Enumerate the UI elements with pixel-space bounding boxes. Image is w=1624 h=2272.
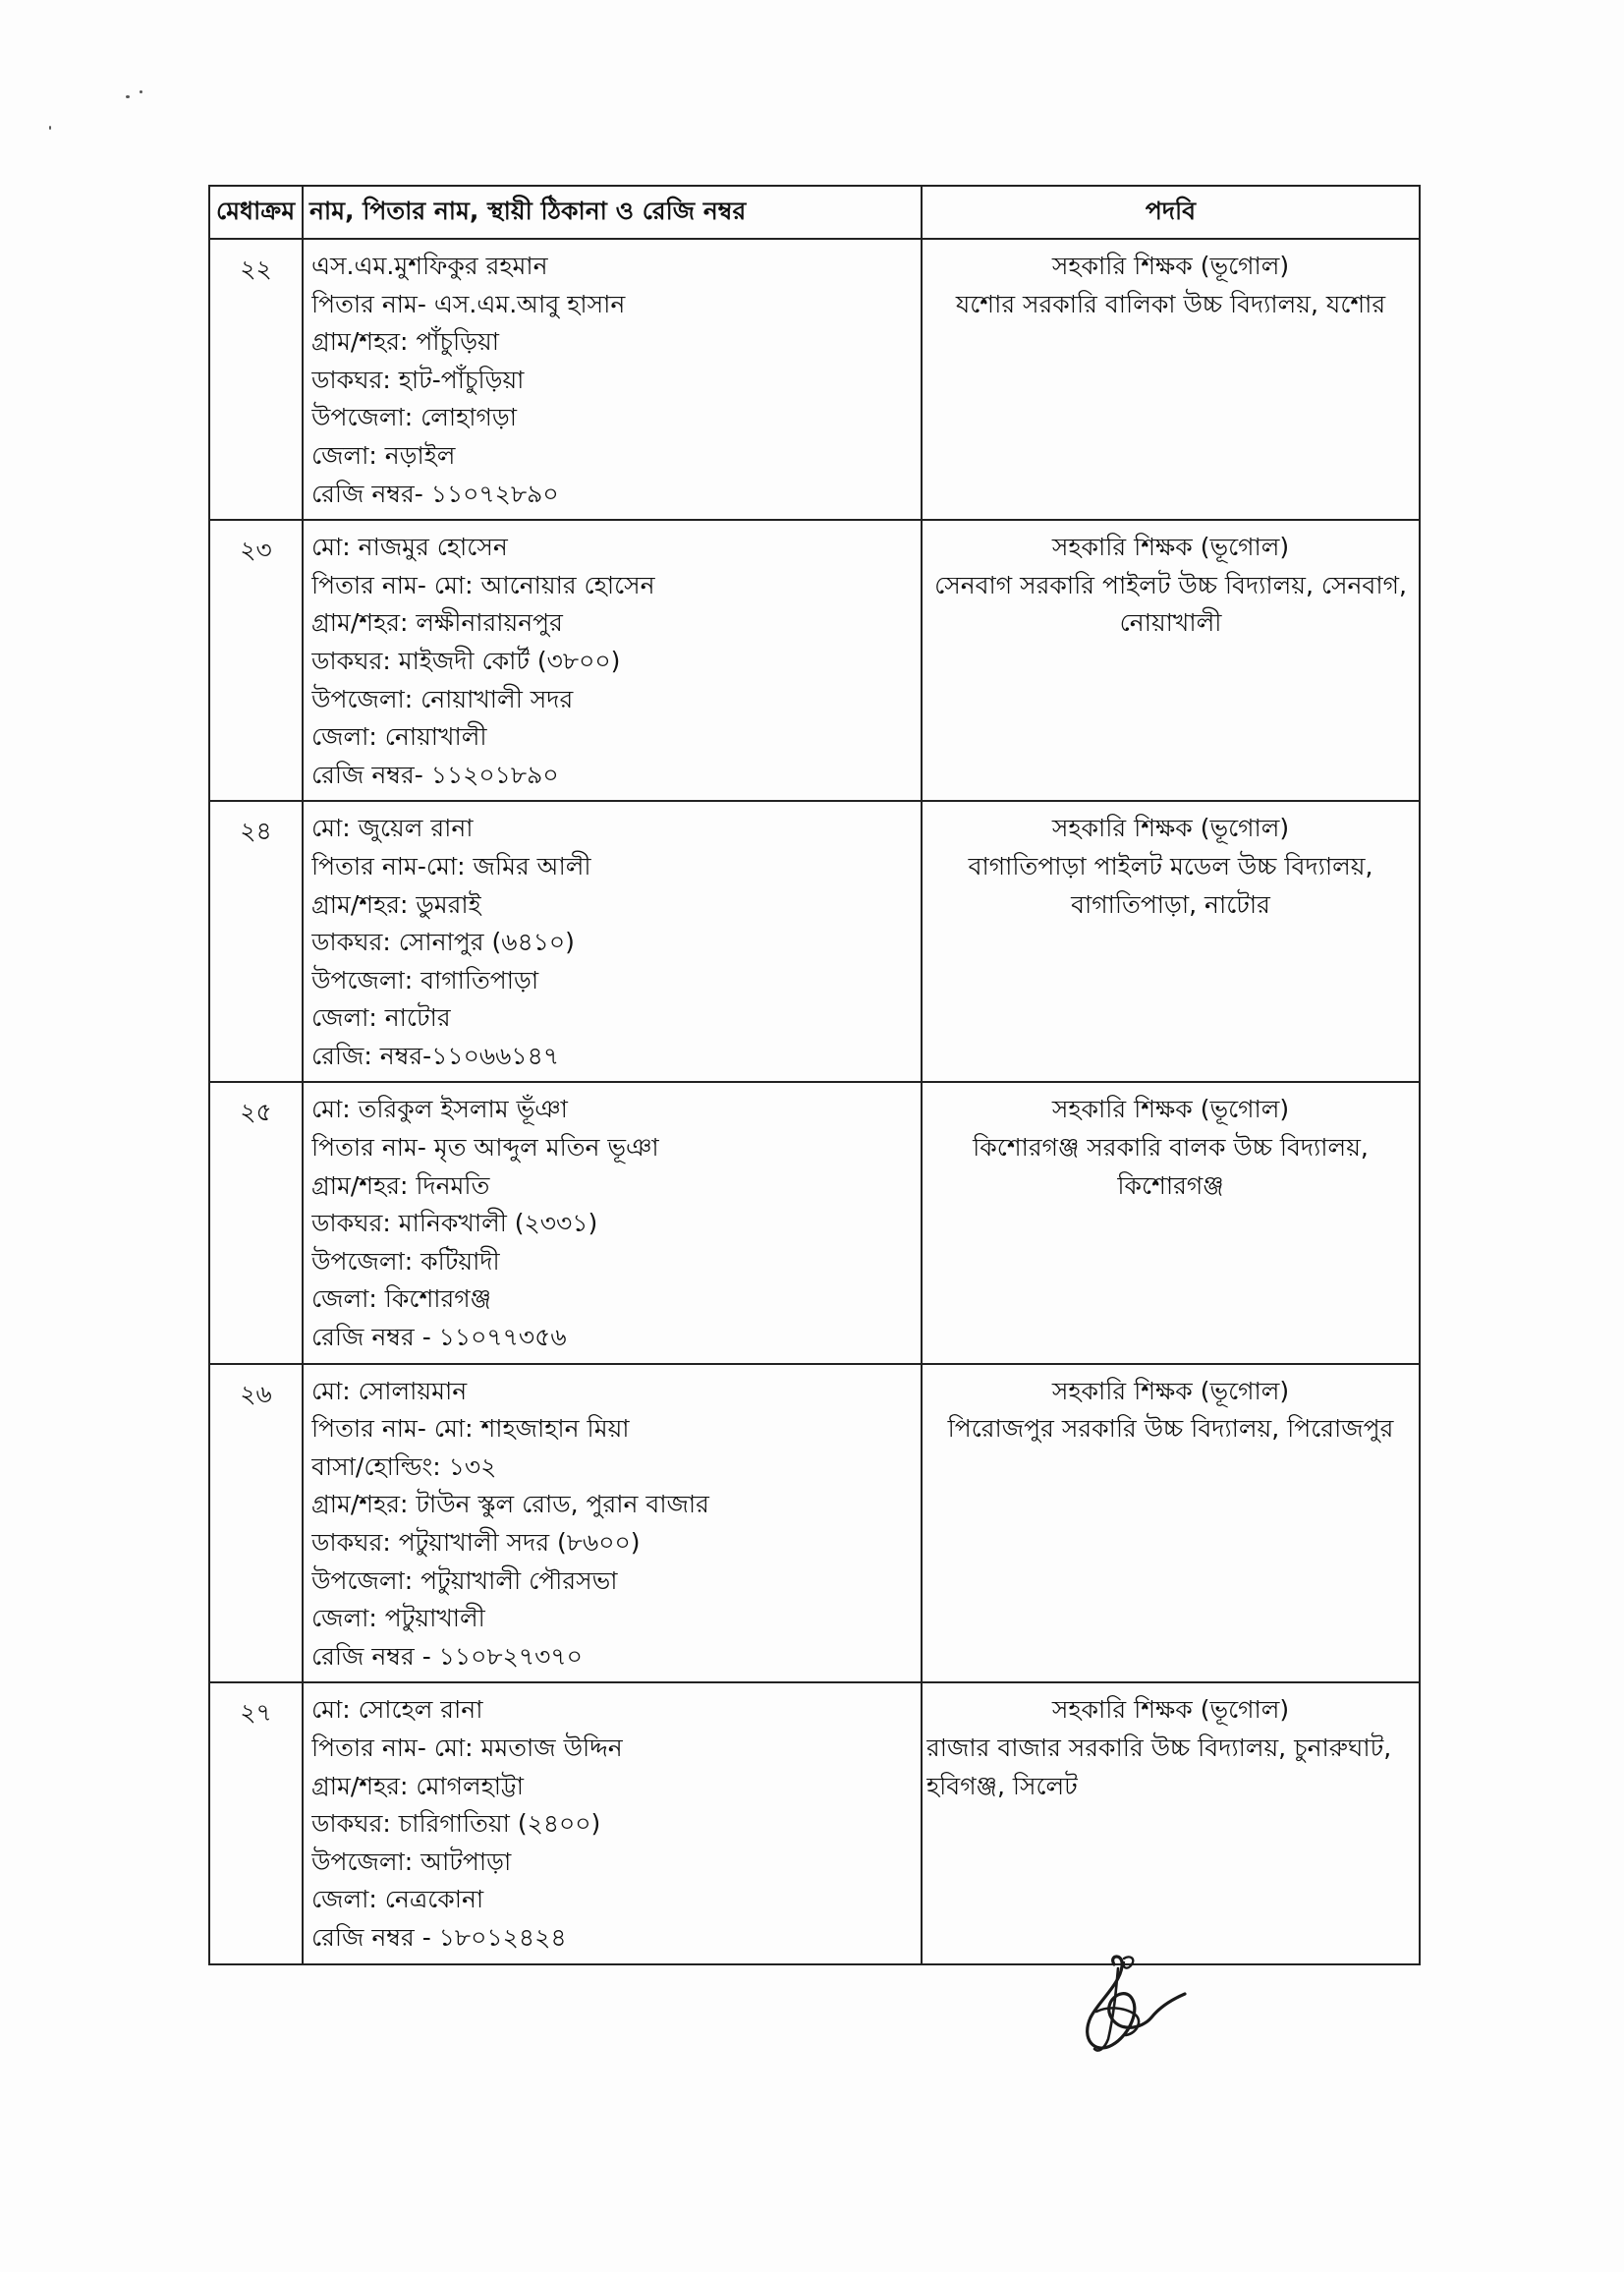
- post-cell: [922, 801, 1420, 1082]
- post-cell: [922, 1364, 1420, 1683]
- institution-location: কিশোরগঞ্জ: [1117, 1170, 1224, 1200]
- district: জেলা: নাটোর: [311, 1003, 451, 1033]
- upazila: উপজেলা: কটিয়াদী: [311, 1246, 500, 1276]
- details-cell: [303, 1082, 922, 1363]
- serial-cell: ২৩: [209, 520, 303, 801]
- village: গ্রাম/শহর: মোগলহাট্টা: [311, 1771, 525, 1800]
- institution-location: নোয়াখালী: [1119, 608, 1222, 638]
- serial-cell: ২৭: [209, 1682, 303, 1963]
- header-details: নাম, পিতার নাম, স্থায়ী ঠিকানা ও রেজি নম্বর: [303, 186, 922, 239]
- post-title: সহকারি শিক্ষক (ভূগোল): [1051, 1695, 1290, 1725]
- institution-location: হবিগঞ্জ, সিলেট: [926, 1771, 1078, 1800]
- post-office: ডাকঘর: হাট-পাঁচুড়িয়া: [311, 365, 525, 394]
- serial-cell: ২৫: [209, 1082, 303, 1363]
- post-title: সহকারি শিক্ষক (ভূগোল): [1051, 1376, 1290, 1405]
- table-row: [209, 1682, 1420, 1963]
- reg-number: রেজি নম্বর - ১১০৮২৭৩৭০: [311, 1641, 583, 1671]
- scan-speck: [126, 95, 130, 98]
- details-cell: [303, 239, 922, 520]
- reg-number: রেজি: নম্বর-১১০৬৬১৪৭: [311, 1041, 560, 1070]
- post-title: সহকারি শিক্ষক (ভূগোল): [1051, 1095, 1290, 1124]
- upazila: উপজেলা: পটুয়াখালী পৌরসভা: [311, 1565, 618, 1595]
- table-row: [209, 520, 1420, 801]
- upazila: উপজেলা: নোয়াখালী সদর: [311, 684, 574, 713]
- district: জেলা: নেত্রকোনা: [311, 1885, 484, 1914]
- candidate-name: মো: সোহেল রানা: [311, 1695, 483, 1725]
- candidate-name: এস.এম.মুশফিকুর রহমান: [311, 252, 548, 280]
- village: গ্রাম/শহর: দিনমতি: [311, 1170, 490, 1200]
- district: জেলা: পটুয়াখালী: [311, 1604, 485, 1633]
- details-cell: [303, 1364, 922, 1683]
- post-office: ডাকঘর: মানিকখালী (২৩৩১): [311, 1209, 598, 1238]
- father-name: পিতার নাম- মো: মমতাজ উদ্দিন: [311, 1732, 623, 1762]
- village: গ্রাম/শহর: লক্ষীনারায়নপুর: [311, 608, 563, 638]
- reg-number: রেজি নম্বর- ১১২০১৮৯০: [311, 760, 559, 789]
- institution: কিশোরগঞ্জ সরকারি বালক উচ্চ বিদ্যালয়,: [973, 1133, 1369, 1163]
- candidate-name: মো: জুয়েল রানা: [311, 814, 474, 843]
- post-cell: [922, 239, 1420, 520]
- district: জেলা: কিশোরগঞ্জ: [311, 1284, 491, 1314]
- details-cell: [303, 801, 922, 1082]
- serial-cell: ২২: [209, 239, 303, 520]
- post-office: ডাকঘর: মাইজদী কোর্ট (৩৮০০): [311, 646, 621, 675]
- father-name: পিতার নাম- মো: শাহজাহান মিয়া: [311, 1414, 630, 1444]
- serial-cell: ২৬: [209, 1364, 303, 1683]
- post-cell: [922, 520, 1420, 801]
- institution: রাজার বাজার সরকারি উচ্চ বিদ্যালয়, চুনারুঘাট,: [926, 1732, 1392, 1762]
- upazila: উপজেলা: আটপাড়া: [311, 1846, 512, 1876]
- institution-location: বাগাতিপাড়া, নাটোর: [1071, 889, 1270, 919]
- village: গ্রাম/শহর: ডুমরাই: [311, 889, 481, 919]
- reg-number: রেজি নম্বর - ১১০৭৭৩৫৬: [311, 1323, 567, 1352]
- candidate-name: মো: সোলায়মান: [311, 1376, 468, 1405]
- post-title: সহকারি শিক্ষক (ভূগোল): [1051, 814, 1290, 843]
- signature: [1069, 1951, 1187, 2059]
- post-title: সহকারি শিক্ষক (ভূগোল): [1051, 533, 1290, 562]
- table-row: [209, 1082, 1420, 1363]
- post-office: ডাকঘর: সোনাপুর (৬৪১০): [311, 928, 575, 957]
- candidate-name: মো: তরিকুল ইসলাম ভূঁঞা: [311, 1095, 568, 1124]
- institution: বাগাতিপাড়া পাইলট মডেল উচ্চ বিদ্যালয়,: [968, 851, 1373, 880]
- reg-number: রেজি নম্বর- ১১০৭২৮৯০: [311, 479, 559, 508]
- header-serial: মেধাক্রম: [209, 186, 303, 239]
- table-row: [209, 1364, 1420, 1683]
- table-row: [209, 801, 1420, 1082]
- header-post: পদবি: [922, 186, 1420, 239]
- serial-cell: ২৪: [209, 801, 303, 1082]
- district: জেলা: নড়াইল: [311, 440, 456, 470]
- post-cell: [922, 1082, 1420, 1363]
- candidate-name: মো: নাজমুর হোসেন: [311, 533, 508, 562]
- reg-number: রেজি নম্বর - ১৮০১২৪২৪: [311, 1922, 567, 1952]
- village: গ্রাম/শহর: পাঁচুড়িয়া: [311, 327, 500, 357]
- scan-speck: [49, 126, 51, 130]
- details-cell: [303, 1682, 922, 1963]
- details-cell: [303, 520, 922, 801]
- post-cell: [922, 1682, 1420, 1963]
- post-title: সহকারি শিক্ষক (ভূগোল): [1051, 252, 1290, 280]
- table-header-row: [209, 186, 1420, 239]
- house-holding: বাসা/হোল্ডিং: ১৩২: [311, 1451, 497, 1481]
- merit-list-table: [208, 185, 1421, 1965]
- father-name: পিতার নাম-মো: জমির আলী: [311, 851, 591, 880]
- village: গ্রাম/শহর: টাউন স্কুল রোড, পুরান বাজার: [311, 1490, 709, 1519]
- post-office: ডাকঘর: চারিগাতিয়া (২৪০০): [311, 1809, 601, 1839]
- post-office: ডাকঘর: পটুয়াখালী সদর (৮৬০০): [311, 1528, 641, 1557]
- father-name: পিতার নাম- এস.এম.আবু হাসান: [311, 289, 626, 318]
- district: জেলা: নোয়াখালী: [311, 722, 487, 752]
- institution: পিরোজপুর সরকারি উচ্চ বিদ্যালয়, পিরোজপুর: [947, 1414, 1394, 1444]
- father-name: পিতার নাম- মো: আনোয়ার হোসেন: [311, 570, 655, 599]
- upazila: উপজেলা: লোহাগড়া: [311, 403, 517, 432]
- institution: সেনবাগ সরকারি পাইলট উচ্চ বিদ্যালয়, সেনবাগ,: [934, 570, 1407, 599]
- institution: যশোর সরকারি বালিকা উচ্চ বিদ্যালয়, যশোর: [955, 289, 1386, 318]
- scan-speck: [140, 90, 142, 93]
- upazila: উপজেলা: বাগাতিপাড়া: [311, 965, 539, 994]
- father-name: পিতার নাম- মৃত আব্দুল মতিন ভূঞা: [311, 1133, 659, 1163]
- table-row: [209, 239, 1420, 520]
